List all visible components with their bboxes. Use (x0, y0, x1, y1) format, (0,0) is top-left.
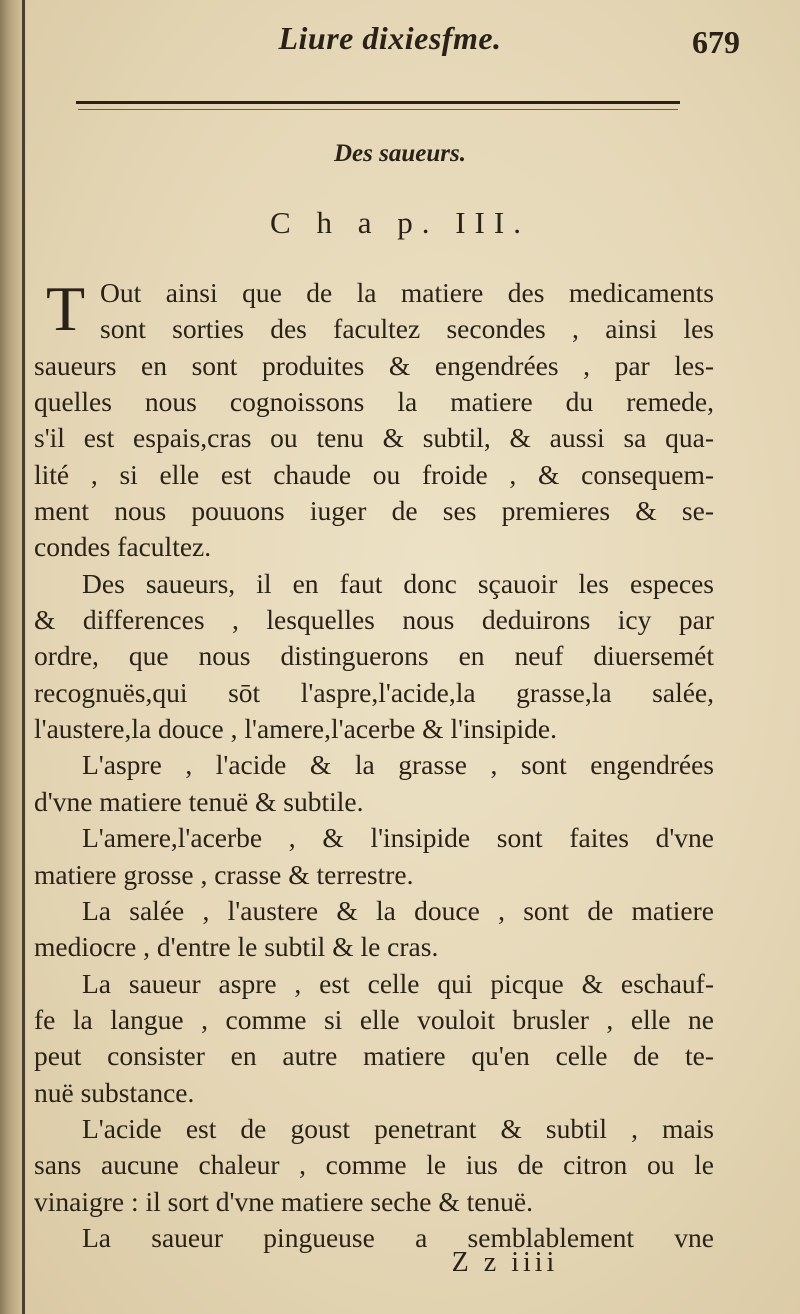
text-line: lité , si elle est chaude ou froide , & consequem- (34, 458, 714, 490)
page-number: 679 (692, 24, 740, 60)
text-line: mediocre , d'entre le subtil & le cras. (34, 931, 439, 963)
page-header (40, 20, 740, 70)
text-line: saueurs en sont produites & engendrées , par les- (34, 349, 714, 381)
gutter-line (22, 0, 25, 1314)
text-line: vinaigre : il sort d'vne matiere seche & tenuë. (34, 1185, 534, 1217)
text-line: L'aspre , l'acide & la grasse , sont engendrées (82, 749, 714, 781)
text-line: matiere grosse , crasse & terrestre. (34, 858, 414, 890)
text-line: quelles nous cognoissons la matiere du remede, (34, 386, 714, 418)
text-line: sans aucune chaleur , comme le ius de citron ou le (34, 1149, 714, 1181)
text-line: nuë substance. (34, 1076, 195, 1108)
header-rule (76, 101, 680, 104)
text-line: condes facultez. (34, 531, 212, 563)
text-line: & differences , lesquelles nous deduirons icy par (34, 604, 714, 636)
text-line: s'il est espais,cras ou tenu & subtil, & aussi sa qua- (34, 422, 714, 454)
text-line: ordre, que nous distinguerons en neuf diuersemét (34, 640, 714, 672)
text-line: l'austere,la douce , l'amere,l'acerbe & l'insipide. (34, 713, 557, 745)
text-line: L'acide est de goust penetrant & subtil , mais (82, 1112, 714, 1144)
text-line: ment nous pouuons iuger de ses premieres & se- (34, 495, 714, 527)
text-line: fe la langue , comme si elle vouloit brusler , elle ne (34, 1003, 714, 1035)
signature-mark: Z z iiii (451, 1247, 559, 1278)
text-line: L'amere,l'acerbe , & l'insipide sont faites d'vne (82, 822, 714, 854)
header-rule-thin (78, 109, 678, 110)
text-line: La salée , l'austere & la douce , sont de matiere (82, 894, 714, 926)
text-line: d'vne matiere tenuë & subtile. (34, 785, 364, 817)
running-head: Liure dixiesfme. (278, 20, 502, 56)
text-line: La saueur pingueuse a semblablement vne (82, 1221, 714, 1253)
text-line: peut consister en autre matiere qu'en celle de te- (34, 1040, 714, 1072)
section-title: Des saueurs. (334, 140, 466, 167)
body-text (34, 275, 714, 1256)
text-line: recognuës,qui sōt l'aspre,l'acide,la grasse,la salée, (34, 676, 714, 708)
text-line: Des saueurs, il en faut donc sçauoir les especes (82, 567, 714, 599)
text-line: sont sorties des facultez secondes , ainsi les (100, 313, 714, 345)
drop-cap: T (46, 273, 86, 344)
chapter-heading: C h a p. III. (270, 205, 530, 240)
first-paragraph (34, 275, 714, 566)
text-line: Out ainsi que de la matiere des medicaments (100, 277, 714, 308)
text-line: La saueur aspre , est celle qui picque & eschauf- (82, 967, 714, 999)
